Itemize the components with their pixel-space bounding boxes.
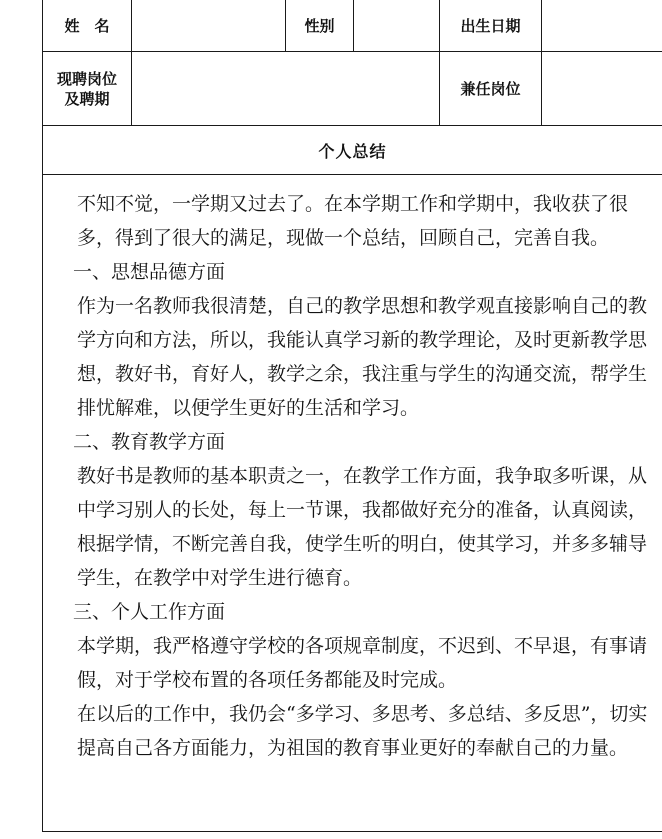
gender-label-text: 性别 (304, 16, 335, 35)
summary-body (43, 175, 662, 830)
heading-personal-work: 三、个人工作方面 (73, 601, 226, 623)
summary-intro: 不知不觉，一学期又过去了。在本学期工作和学期中，我收获了很多，得到了很大的满足，现做一个总结，回顾自己，完善自我。 (77, 193, 629, 249)
paragraph-personal-work: 本学期，我严格遵守学校的各项规章制度，不迟到、不早退，有事请假，对于学校布置的各项任务都能及时完成。 (77, 635, 648, 691)
position-row (43, 52, 662, 126)
concurrent-position-value-cell (541, 52, 662, 125)
personal-summary-form (42, 0, 662, 832)
birth-date-label-text: 出生日期 (460, 16, 521, 35)
heading-teaching: 二、教育教学方面 (73, 431, 226, 453)
section-title-row (43, 126, 662, 175)
paragraph-teaching: 教好书是教师的基本职责之一，在教学工作方面，我争取多听课，从中学习别人的长处，每上一节课，我都做好充分的准备，认真阅读，根据学情，不断完善自我，使学生听的明白，使其学习，并多多辅导学生，在教学中对学生进行德育。 (77, 465, 648, 589)
position-label (43, 52, 131, 125)
name-label-text: 姓 名 (64, 16, 110, 35)
gender-value-cell (353, 0, 439, 51)
section-title: 个人总结 (318, 141, 387, 161)
concurrent-position-label-text: 兼任岗位 (460, 79, 521, 98)
name-label (43, 0, 131, 51)
gender-label (285, 0, 353, 51)
heading-ideology: 一、思想品德方面 (73, 261, 226, 283)
name-value-cell (131, 0, 285, 51)
birth-date-value-cell (541, 0, 662, 51)
basic-info-row (43, 0, 662, 52)
position-label-text: 现聘岗位 及聘期 (56, 69, 117, 108)
paragraph-ideology: 作为一名教师我很清楚，自己的教学思想和教学观直接影响自己的教学方向和方法，所以，我能认真学习新的教学理论，及时更新教学思想，教好书，育好人，教学之余，我注重与学生的沟通交流，帮学生排忧解难，以便学生更好的生活和学习。 (77, 295, 648, 419)
birth-date-label (439, 0, 541, 51)
concurrent-position-label (439, 52, 541, 125)
paragraph-future: 在以后的工作中，我仍会“多学习、多思考、多总结、多反思”，切实提高自己各方面能力，为祖国的教育事业更好的奉献自己的力量。 (77, 703, 648, 759)
position-value-cell (131, 52, 439, 125)
